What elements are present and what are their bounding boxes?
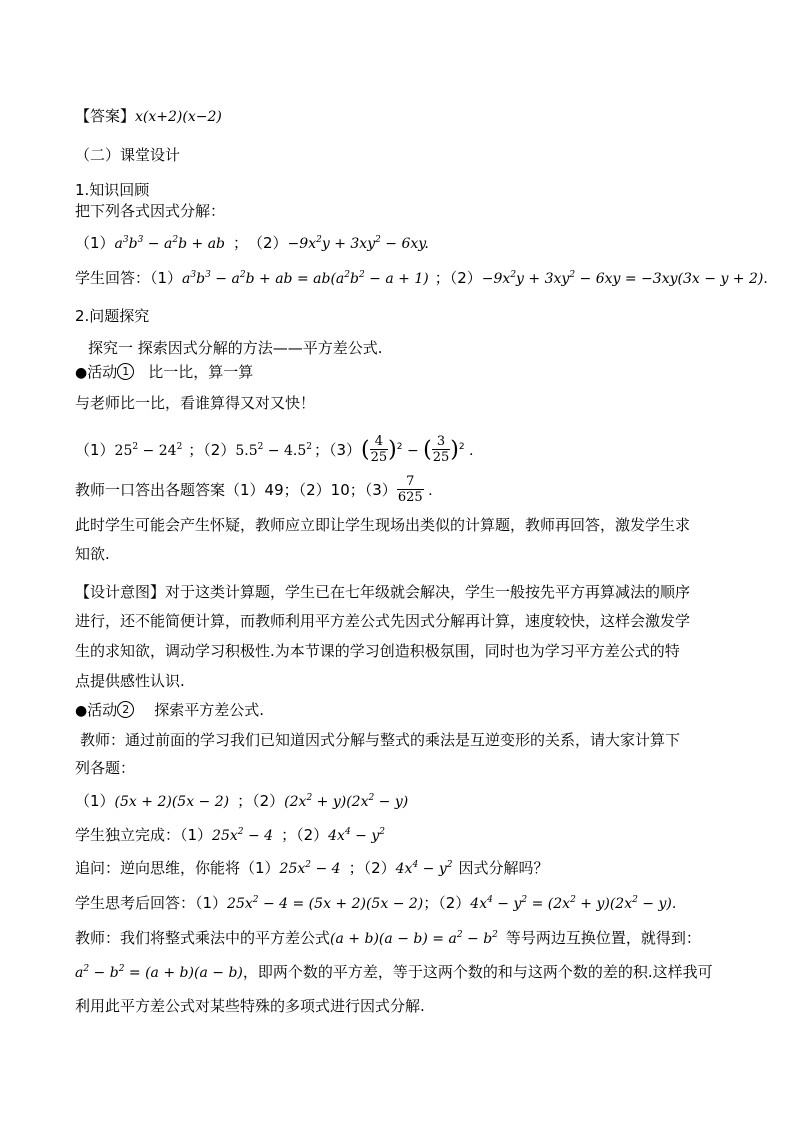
student-answer-mid: ；（2） [434, 269, 482, 287]
calc-label-2: ；（2） [188, 441, 236, 459]
problem-explore-title: 2.问题探究 [75, 307, 150, 325]
after-think-mid: ；（2） [423, 894, 471, 912]
answer-line [75, 106, 222, 127]
product-expr-2: $(2x^2 + y)(2x^2 - y)$ [284, 793, 409, 810]
independent-label: 学生独立完成：（1） [75, 826, 213, 844]
answer-label: 【答案】 [75, 107, 136, 125]
calc-expr-3: ( $\frac{4}{25}$ )$^2$ − ( $\frac{3}{25}$ )$^2$ . [361, 434, 474, 465]
student-answer-label: 学生回答：（1） [75, 269, 183, 287]
design-intent-line3: 生的求知欲，调动学习积极性.为本节课的学习创造积极氛围，同时也为学习平方差公式的特 [75, 642, 680, 660]
formula-product: $(a + b)(a - b) = a^2 - b^2$ [330, 930, 498, 947]
review-questions [75, 233, 429, 254]
teacher-final-l1a: 教师：我们将整式乘法中的平方差公式 [75, 929, 331, 947]
follow-up-expr-2: $4x^4 - y^2$ [395, 860, 453, 877]
calc-label-3: ；（3） [313, 441, 362, 459]
teacher-final-line2 [75, 962, 713, 983]
follow-up-end: 因式分解吗？ [458, 859, 549, 877]
teacher-final-line1 [75, 928, 701, 949]
teacher-final-l1b: 等号两边互换位置，就得到： [505, 929, 701, 947]
product-expr-1: (5x + 2)(5x − 2) [114, 794, 230, 810]
q2-label: ； （2） [233, 234, 288, 252]
activity2-prefix: 活动 [87, 701, 118, 719]
student-answer-2: $-9x^2y + 3xy^2 - 6xy = -3xy(3x - y + 2)$. [481, 270, 768, 287]
q1-expr: $a^3b^3 - a^2b$ + ab [114, 235, 225, 252]
activity1-title: 比一比，算一算 [148, 363, 254, 381]
independent-expr-1: $25x^2 - 4$ [212, 827, 274, 844]
bullet-icon: ● [75, 703, 88, 719]
calc-expr-2: $5.5^2 - 4.5^2$ [235, 442, 312, 459]
follow-up-label: 追问：逆向思维，你能将（1） [75, 859, 280, 877]
activity1-prefix: 活动 [87, 363, 118, 381]
product-label-2: ；（2） [237, 792, 285, 810]
design-intent-line2: 进行，还不能简便计算，而教师利用平方差公式先因式分解再计算，速度较快，这样会激发学 [75, 612, 691, 630]
knowledge-review-title: 1.知识回顾 [75, 181, 150, 199]
teacher-answer-line: 教师一口答出各题答案（1）49；（2）10；（3） $\frac{7}{625}$ . [75, 474, 433, 505]
student-answer-1: $a^3b^3 - a^2b$ + ab = $ab(a^2b^2 - a + 1)$ [182, 270, 429, 287]
circled-number-icon: 2 [117, 701, 134, 718]
answer-expr: x(x+2)(x−2) [135, 109, 222, 125]
product-label-1: （1） [75, 792, 115, 810]
activity2-heading [75, 700, 264, 721]
teacher-text-line2: 列各题： [75, 759, 136, 777]
q2-expr: $-9x^2y + 3xy^2 - 6xy$. [287, 235, 429, 252]
after-think-expr-1: $25x^2 - 4 = (5x + 2)(5x - 2)$ [227, 895, 424, 912]
teacher-answer-text: 教师一口答出各题答案（1）49；（2）10；（3） [75, 481, 397, 499]
follow-up-line [75, 858, 548, 879]
independent-line [75, 825, 385, 846]
formula-factor: $a^2 - b^2 = (a + b)(a - b)$ [75, 964, 243, 981]
product-questions [75, 791, 408, 812]
q1-label: （1） [75, 234, 115, 252]
explore1-title: 探究一 探索因式分解的方法——平方差公式. [88, 339, 383, 357]
para1-line1: 此时学生可能会产生怀疑，教师应立即让学生现场出类似的计算题，教师再回答，激发学生求 [75, 516, 691, 534]
independent-mid: ；（2） [281, 826, 329, 844]
calc-label-1: （1） [75, 441, 115, 459]
design-intent-line1: 【设计意图】对于这类计算题，学生已在七年级就会解决，学生一般按先平方再算减法的顺序 [75, 583, 691, 601]
activity1-text: 与老师比一比，看谁算得又对又快！ [75, 394, 316, 412]
calc-questions [75, 430, 474, 470]
teacher-text-line1: 教师：通过前面的学习我们已知道因式分解与整式的乘法是互逆变形的关系，请大家计算下 [80, 731, 681, 749]
section-title: （二）课堂设计 [75, 146, 181, 164]
teacher-final-line3: 利用此平方差公式对某些特殊的多项式进行因式分解. [75, 997, 425, 1015]
teacher-answer-fraction: $\frac{7}{625}$ [397, 474, 423, 505]
after-think-label: 学生思考后回答：（1） [75, 894, 228, 912]
circled-number-icon: 1 [117, 363, 134, 380]
design-intent-line4: 点提供感性认识. [75, 672, 185, 690]
knowledge-review-prompt: 把下列各式因式分解： [75, 202, 226, 220]
independent-expr-2: $4x^4 - y^2$ [328, 827, 385, 844]
activity1-heading [75, 362, 253, 383]
after-think-expr-2: $4x^4 - y^2 = (2x^2 + y)(2x^2 - y)$. [470, 895, 677, 912]
follow-up-expr-1: $25x^2 - 4$ [279, 860, 341, 877]
follow-up-mid: ；（2） [348, 859, 396, 877]
para1-line2: 知欲. [75, 545, 110, 563]
calc-expr-1: $25^2 - 24^2$ [114, 442, 183, 459]
student-answer-line [75, 268, 768, 289]
bullet-icon: ● [75, 365, 88, 381]
after-think-line [75, 893, 676, 914]
teacher-final-l2b: ，即两个数的平方差，等于这两个数的和与这两个数的差的积.这样我可 [242, 963, 713, 981]
activity2-title: 探索平方差公式. [154, 701, 265, 719]
